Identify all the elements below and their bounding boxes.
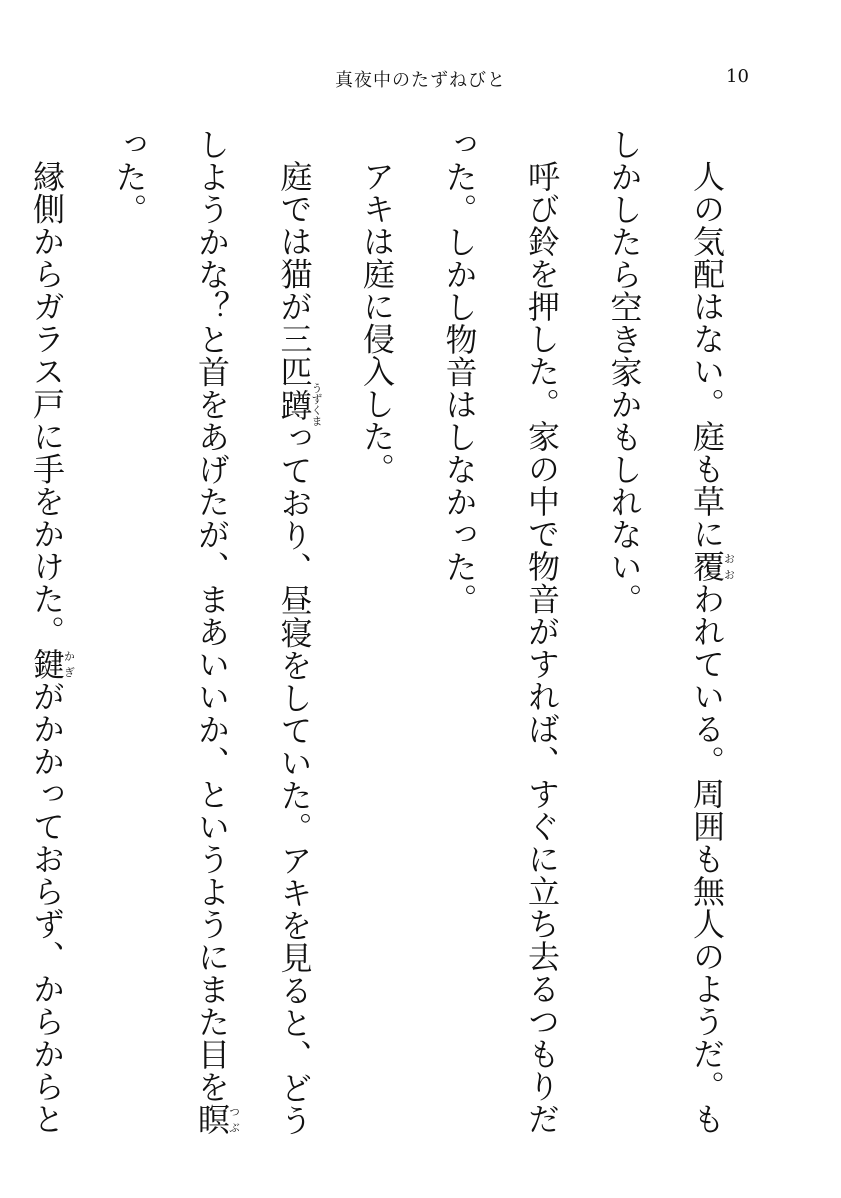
ruby-word — [193, 1103, 241, 1136]
text-run: アキは庭に侵入した。 — [358, 160, 396, 485]
ruby-reading: かぎ — [62, 647, 76, 680]
paragraph — [583, 128, 748, 1138]
paragraph — [336, 128, 419, 1138]
ruby-reading: つぶ — [227, 1103, 241, 1136]
ruby-word — [275, 382, 323, 427]
ruby-reading: おお — [722, 550, 736, 583]
text-run: 人の気配はない。庭も草に — [688, 160, 726, 550]
ruby-base: 鍵 — [28, 647, 66, 680]
text-run: 呼び鈴を押した。家の中で物音がすれば、すぐに立ち去るつもりだった。しかし物音はしなかった。 — [440, 128, 561, 1135]
text-run: われている。周囲も無人のようだ。もしかしたら空き家かもしれない。 — [605, 128, 726, 1135]
paragraph — [0, 128, 88, 1138]
ruby-base: 覆 — [688, 550, 726, 583]
ruby-base: 瞑 — [193, 1103, 231, 1136]
text-run: 縁側からガラス戸に手をかけた。 — [28, 160, 66, 648]
running-title: 真夜中のたずねびと — [335, 70, 506, 91]
text-run: っており、昼寝をしていた。アキを見ると、どうしようかな？と首をあげたが、まあいいか、というようにまた目を — [193, 128, 314, 1137]
ruby-word — [28, 647, 76, 681]
text-run: った。 — [110, 128, 149, 226]
body-text — [0, 128, 748, 1138]
ruby-word — [688, 550, 736, 583]
paragraph — [88, 128, 336, 1138]
ruby-base: 蹲 — [275, 382, 314, 427]
text-run: 庭では猫が三匹 — [275, 160, 314, 388]
paragraph — [418, 128, 583, 1138]
page-number: 10 — [726, 66, 749, 87]
ruby-reading: うずくま — [310, 382, 323, 427]
text-run: がかかっておらず、からからと — [28, 680, 66, 1135]
